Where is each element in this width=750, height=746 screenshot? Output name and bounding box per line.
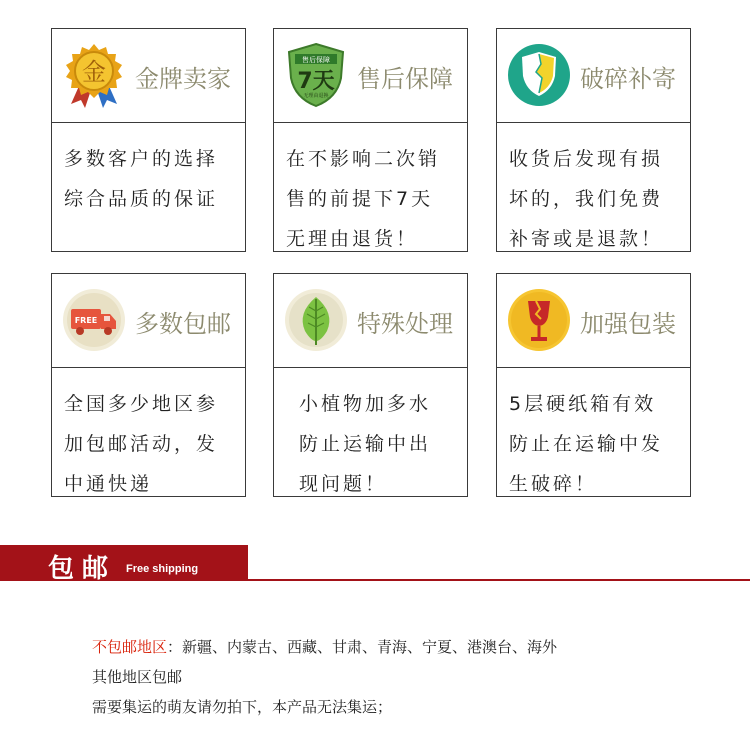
excluded-regions-list: ：新疆、内蒙古、西藏、甘肃、青海、宁夏、港澳台、海外 (167, 638, 558, 656)
card-line: 无理由退货！ (286, 228, 419, 250)
excluded-regions-row (92, 632, 557, 662)
gold-medal-icon (61, 42, 127, 108)
card-line: 在不影响二次销 (286, 148, 441, 170)
leaf-icon (283, 287, 349, 353)
card-body (274, 123, 467, 251)
card-header (52, 274, 245, 368)
card-line: 生破碎！ (509, 473, 598, 495)
shield-number: 7天 (297, 69, 335, 94)
free-truck-icon (61, 287, 127, 353)
card-header (274, 274, 467, 368)
card-line: 中通快递 (64, 473, 153, 495)
card-line: 防止运输中出 (299, 433, 432, 455)
fragile-glass-icon (506, 287, 572, 353)
card-title: 多数包邮 (135, 310, 231, 338)
card-line: 收货后发现有损 (509, 148, 664, 170)
card-title: 破碎补寄 (580, 65, 676, 93)
feature-card-breakage-resend (496, 28, 691, 252)
card-header (52, 29, 245, 123)
card-line: 小植物加多水 (299, 393, 432, 415)
truck-label: FREE (74, 316, 98, 325)
card-header (274, 29, 467, 123)
feature-card-special-handling (273, 273, 468, 497)
shield-7day-icon (283, 42, 349, 108)
other-regions-row: 其他地区包邮 (92, 668, 183, 686)
feature-card-free-shipping (51, 273, 246, 497)
card-title: 特殊处理 (357, 310, 453, 338)
card-line: 多数客户的选择 (64, 148, 219, 170)
banner-bar (0, 545, 248, 581)
card-title: 加强包装 (580, 310, 676, 338)
banner-subtitle: Free shipping (126, 563, 199, 575)
card-title: 金牌卖家 (135, 65, 231, 93)
card-body (52, 368, 245, 496)
medal-glyph: 金 (82, 58, 106, 86)
card-line: 现问题！ (299, 473, 388, 495)
feature-card-reinforced-packaging (496, 273, 691, 497)
card-body (497, 123, 690, 251)
card-line: 全国多少地区参 (64, 393, 219, 415)
card-body (52, 123, 245, 251)
card-line: 补寄或是退款！ (509, 228, 664, 250)
card-line: 坏的，我们免费 (509, 188, 664, 210)
section-banner (0, 545, 750, 584)
consolidation-notice: 需要集运的萌友请勿拍下，本产品无法集运； (92, 698, 393, 716)
card-line: 综合品质的保证 (64, 188, 219, 210)
card-line: 5层硬纸箱有效 (509, 393, 657, 415)
card-line: 防止在运输中发 (509, 433, 664, 455)
card-body (274, 368, 467, 496)
card-body (497, 368, 690, 496)
shield-banner-text: 售后保障 (302, 56, 330, 64)
feature-card-after-sales (273, 28, 468, 252)
shipping-info (92, 632, 557, 722)
card-header (497, 29, 690, 123)
feature-card-gold-seller (51, 28, 246, 252)
card-header (497, 274, 690, 368)
card-line: 售的前提下7天 (286, 188, 434, 210)
banner-title: 包邮 (48, 554, 117, 584)
card-line: 加包邮活动，发 (64, 433, 219, 455)
banner-divider (248, 579, 750, 581)
shield-caption: 无理由退换 (303, 93, 329, 99)
excluded-label: 不包邮地区 (92, 638, 168, 656)
broken-shield-icon (506, 42, 572, 108)
card-title: 售后保障 (357, 65, 453, 93)
